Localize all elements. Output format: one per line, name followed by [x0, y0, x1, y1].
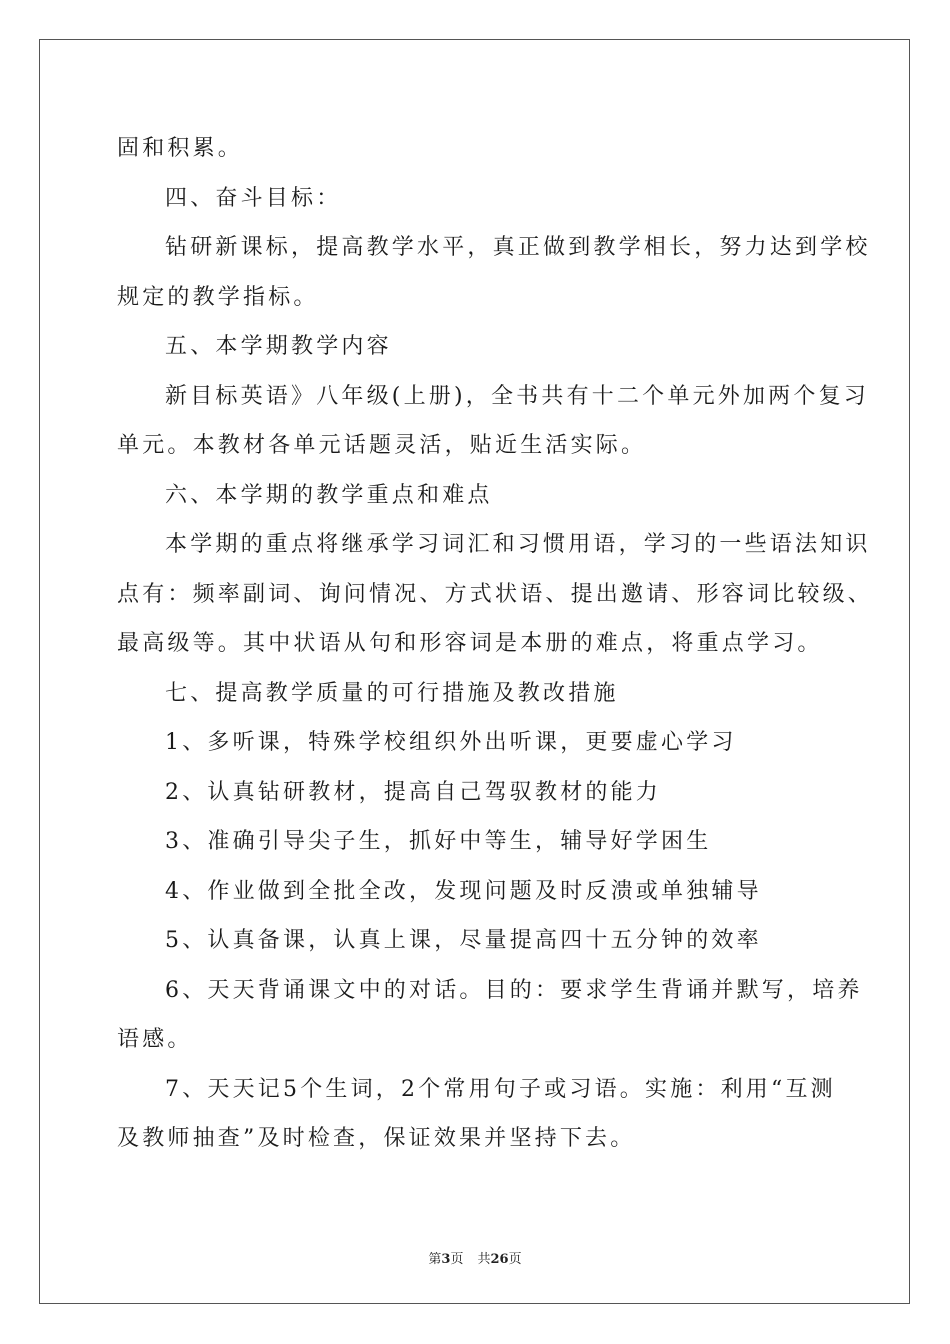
page-number: 3 — [441, 1252, 451, 1267]
list-item: 7、天天记5个生词，2个常用句子或习语。实施：利用“互测 — [165, 1076, 836, 1102]
list-item: 5、认真备课，认真上课，尽量提高四十五分钟的效率 — [165, 928, 762, 953]
document-body — [117, 124, 874, 1164]
total-prefix: 共 — [477, 1252, 491, 1267]
section-heading-content: 五、本学期教学内容 — [165, 334, 392, 359]
section-heading-measures: 七、提高教学质量的可行措施及教改措施 — [165, 680, 619, 706]
total-pages: 26 — [490, 1252, 509, 1267]
paragraph-line: 固和积累。 — [117, 136, 244, 161]
page-prefix: 第 — [428, 1252, 442, 1267]
list-item: 1、多听课，特殊学校组织外出听课，更要虚心学习 — [165, 730, 737, 755]
paragraph-line: 最高级等。其中状语从句和形容词是本册的难点，将重点学习。 — [117, 631, 823, 656]
paragraph-line: 点有：频率副词、询问情况、方式状语、提出邀请、形容词比较级、 — [117, 581, 874, 607]
list-item: 2、认真钻研教材，提高自己驾驭教材的能力 — [165, 779, 661, 805]
page-footer — [0, 1248, 950, 1267]
paragraph-line: 语感。 — [117, 1027, 193, 1052]
section-heading-goals: 四、奋斗目标： — [165, 185, 342, 211]
paragraph-line: 钻研新课标，提高教学水平，真正做到教学相长，努力达到学校 — [165, 235, 871, 260]
paragraph-line: 本学期的重点将继承学习词汇和习惯用语，学习的一些语法知识 — [165, 532, 871, 557]
list-item: 6、天天背诵课文中的对话。目的：要求学生背诵并默写，培养 — [165, 977, 863, 1003]
paragraph-line: 单元。本教材各单元话题灵活，贴近生活实际。 — [117, 433, 647, 458]
total-suffix: 页 — [508, 1252, 522, 1267]
list-item: 4、作业做到全批全改，发现问题及时反溃或单独辅导 — [165, 878, 762, 904]
section-heading-focus: 六、本学期的教学重点和难点 — [165, 482, 493, 508]
paragraph-line: 新目标英语》八年级(上册)，全书共有十二个单元外加两个复习 — [165, 383, 869, 409]
paragraph-line: 规定的教学指标。 — [117, 284, 319, 310]
paragraph-line: 及教师抽查”及时检查，保证效果并坚持下去。 — [117, 1126, 636, 1151]
list-item: 3、准确引导尖子生，抓好中等生，辅导好学困生 — [165, 829, 712, 854]
page-suffix: 页 — [450, 1252, 464, 1267]
